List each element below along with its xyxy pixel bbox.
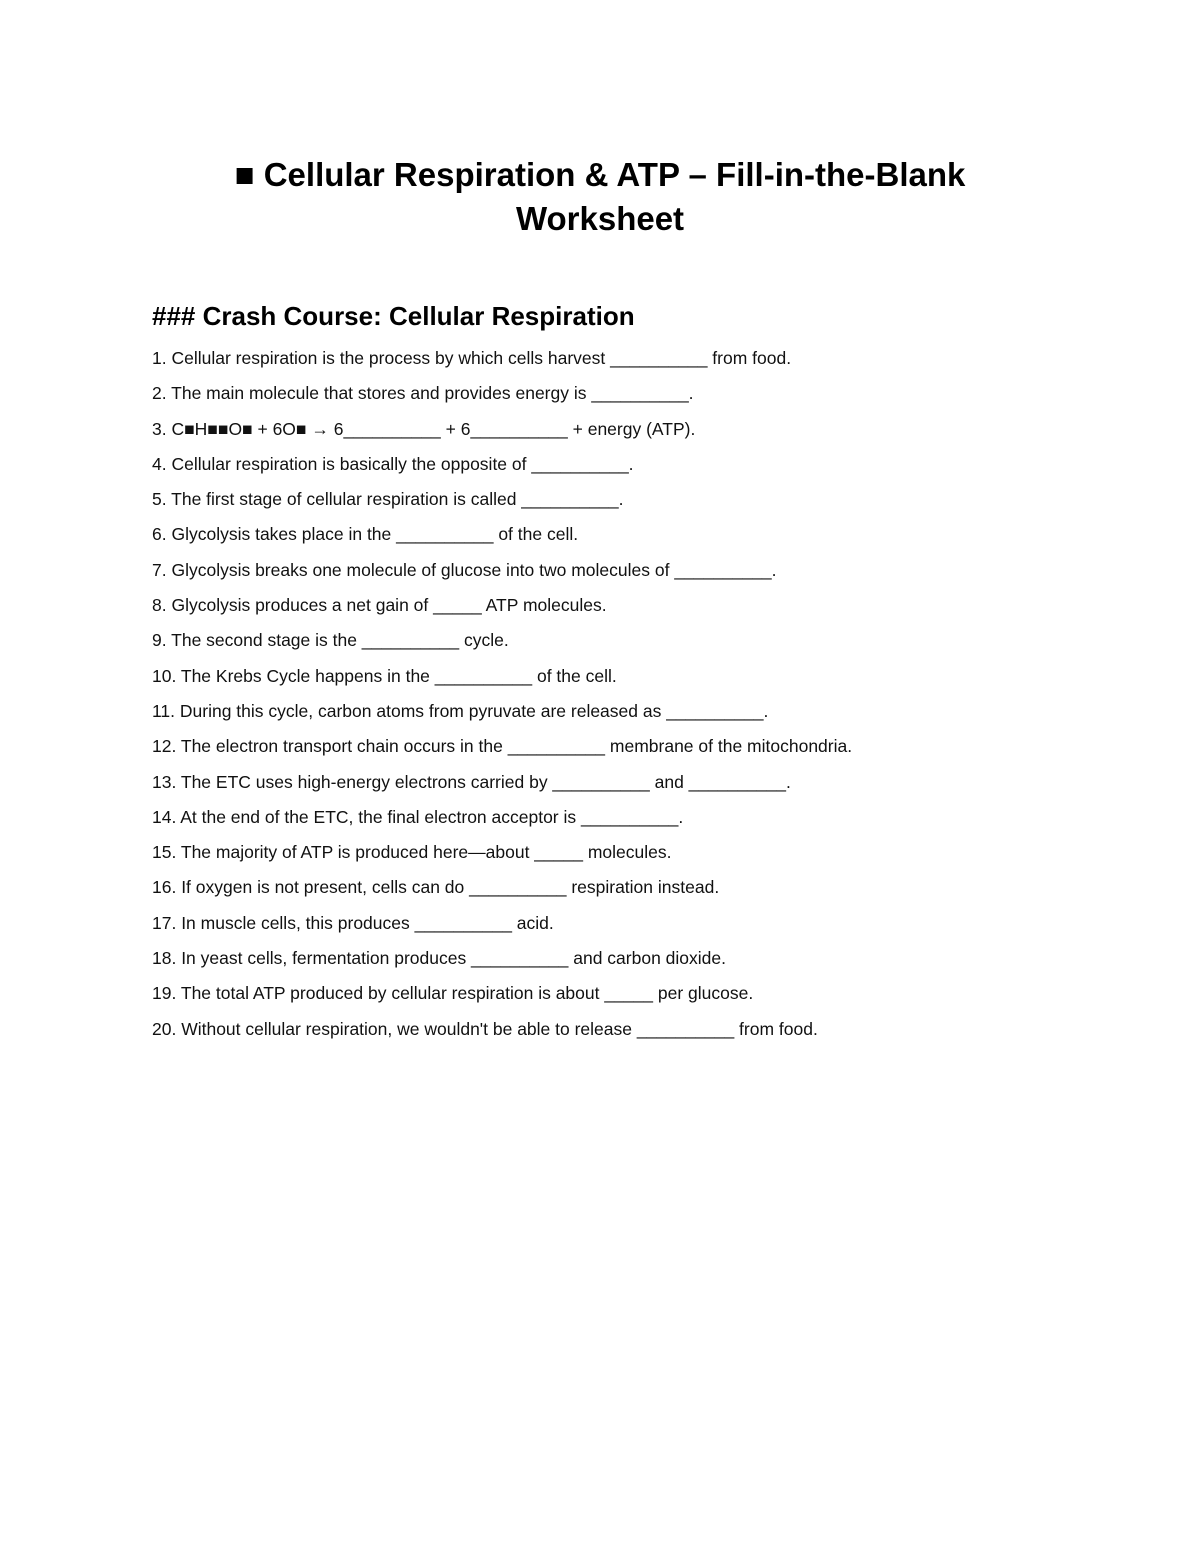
question-19: 19. The total ATP produced by cellular respiration is about _____ per glucose. (152, 983, 754, 1004)
question-18: 18. In yeast cells, fermentation produces __________ and carbon dioxide. (152, 948, 726, 969)
question-13: 13. The ETC uses high-energy electrons carried by __________ and __________. (152, 771, 791, 792)
question-17: 17. In muscle cells, this produces __________ acid. (152, 912, 554, 933)
question-20: 20. Without cellular respiration, we wouldn't be able to release __________ from food. (152, 1018, 818, 1039)
question-list (152, 344, 1112, 1050)
worksheet-title (100, 153, 1100, 241)
question-10: 10. The Krebs Cycle happens in the __________ of the cell. (152, 665, 617, 686)
question-1: 1. Cellular respiration is the process by which cells harvest __________ from food. (152, 348, 792, 368)
question-9: 9. The second stage is the __________ cycle. (152, 630, 509, 651)
question-5: 5. The first stage of cellular respiration is called __________. (152, 489, 624, 510)
section-heading: ### Crash Course: Cellular Respiration (152, 301, 635, 331)
worksheet-title-line-2: Worksheet (515, 200, 685, 237)
question-14: 14. At the end of the ETC, the final electron acceptor is __________. (152, 806, 684, 827)
question-16: 16. If oxygen is not present, cells can do __________ respiration instead. (152, 877, 720, 898)
question-15: 15. The majority of ATP is produced here—about _____ molecules. (152, 842, 672, 863)
question-11: 11. During this cycle, carbon atoms from pyruvate are released as __________. (152, 700, 769, 721)
question-2: 2. The main molecule that stores and provides energy is __________. (152, 383, 694, 404)
question-4: 4. Cellular respiration is basically the opposite of __________. (152, 453, 634, 474)
question-3: 3. C■H■■O■ + 6O■ → 6__________ + 6__________ + energy (ATP). (152, 418, 696, 439)
question-6: 6. Glycolysis takes place in the __________ of the cell. (152, 524, 579, 545)
worksheet-title-line-1: ■ Cellular Respiration & ATP – Fill-in-the-Blank (234, 156, 966, 193)
question-7: 7. Glycolysis breaks one molecule of glucose into two molecules of __________. (152, 559, 777, 580)
question-8: 8. Glycolysis produces a net gain of _____ ATP molecules. (152, 595, 607, 616)
question-12: 12. The electron transport chain occurs in the __________ membrane of the mitochondria. (152, 736, 853, 757)
